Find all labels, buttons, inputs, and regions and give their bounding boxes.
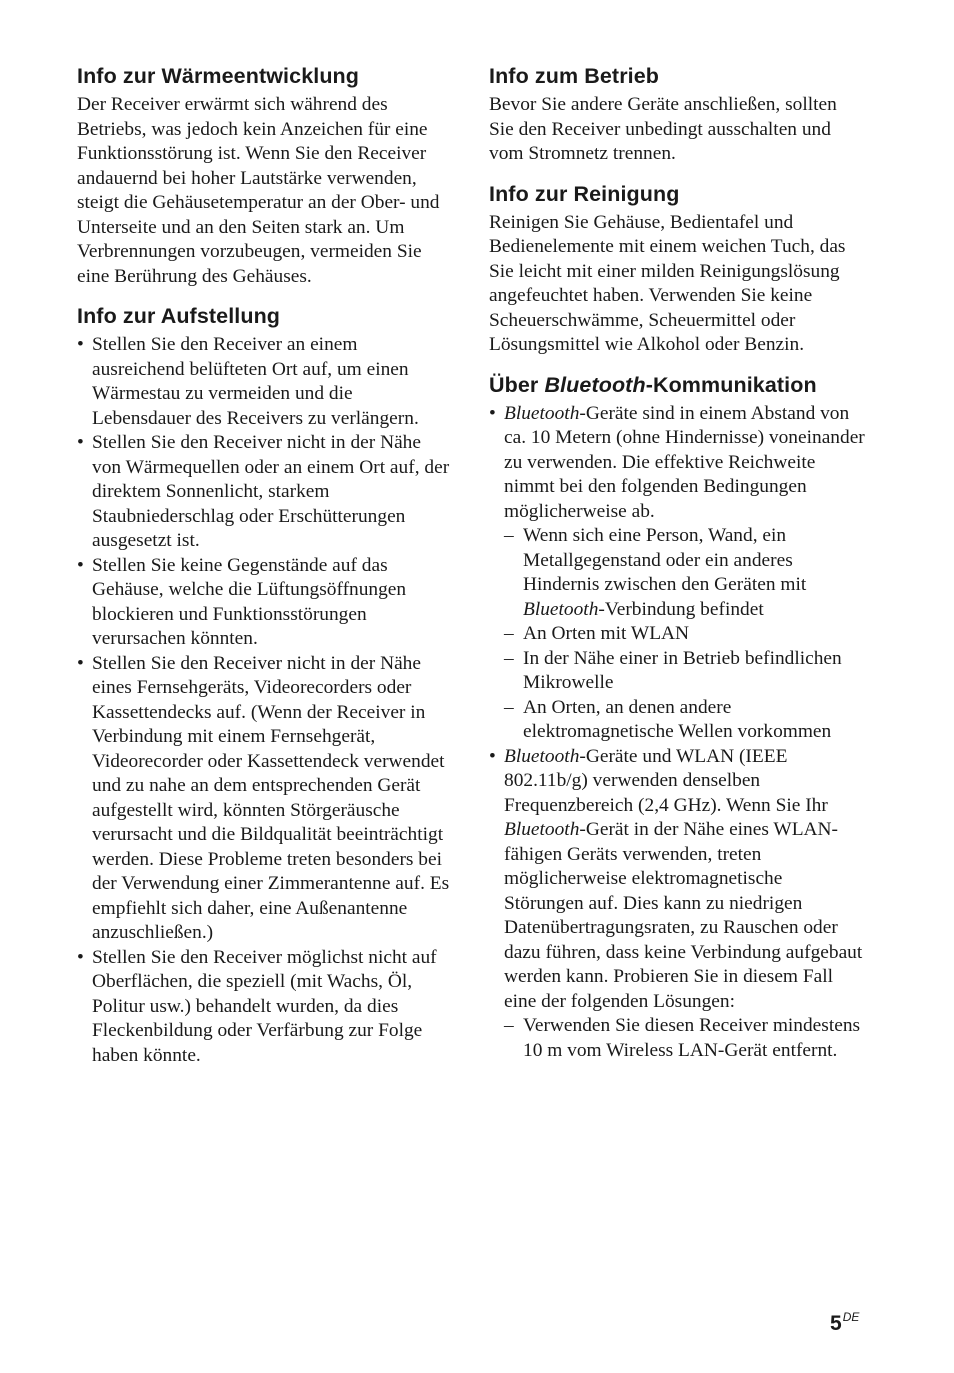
cleaning-body: Reinigen Sie Gehäuse, Bedientafel und Bedienelemente mit einem weichen Tuch, das Sie leicht mit einer milden Reinigungslösung angefeuchtet haben. Verwenden Sie keine Scheuerschwämme, Scheuermittel oder Lösungsmittel wie Alkohol oder Benzin. <box>489 211 846 355</box>
heat-heading: Info zur Wärmeentwicklung <box>77 64 360 88</box>
list-item: – An Orten mit WLAN <box>504 622 865 647</box>
cleaning-heading: Info zur Reinigung <box>489 181 680 206</box>
list-item-text: -Verbindung befindet <box>598 598 764 620</box>
bluetooth-conditions-list <box>504 524 865 745</box>
operation-body: Bevor Sie andere Geräte anschließen, sollten Sie den Receiver unbedingt ausschalten und vom Stromnetz trennen. <box>489 94 837 164</box>
list-item <box>489 402 865 745</box>
list-item: • Stellen Sie den Receiver nicht in der Nähe von Wärmequellen oder an einem Ort auf, der direktem Sonnenlicht, starkem Staubniederschlag oder Erschütterungen ausgesetzt ist. <box>77 431 453 554</box>
bluetooth-solutions-list <box>504 1014 865 1063</box>
page-language-code: DE <box>842 1310 860 1324</box>
bluetooth-term: Bluetooth <box>504 745 580 767</box>
list-item <box>489 745 865 1064</box>
bluetooth-term: Bluetooth <box>523 598 599 620</box>
page-number-value: 5 <box>830 1312 842 1335</box>
bluetooth-heading-post: -Kommunikation <box>645 372 817 397</box>
right-column <box>489 64 865 1063</box>
bluetooth-heading-pre: Über <box>489 372 545 397</box>
list-item: • Stellen Sie keine Gegenstände auf das Gehäuse, welche die Lüftungsöffnungen blockieren und Funktionsstörungen verursachen könnten. <box>77 554 453 652</box>
bluetooth-heading-italic: Bluetooth <box>544 372 646 397</box>
list-item: • Stellen Sie den Receiver nicht in der Nähe eines Fernsehgeräts, Videorecorders oder Kassettendecks auf. (Wenn der Receiver in Verbindung mit einem Fernsehgerät, Videorecorder oder Kassettendeck verwendet und zu nahe an dem entsprechenden Gerät aufgestellt wird, könnten Störgeräusche verursacht und die Bildqualität beeinträchtigt werden. Diese Probleme treten besonders bei der Verwendung einer Zimmerantenne auf. Es empfiehlt sich daher, eine Außenantenne anzuschließen.) <box>77 652 453 946</box>
operation-heading: Info zum Betrieb <box>489 64 660 88</box>
placement-heading: Info zur Aufstellung <box>77 304 281 328</box>
list-item: – In der Nähe einer in Betrieb befindlichen Mikrowelle <box>504 647 865 696</box>
list-item <box>504 524 865 622</box>
placement-list <box>77 333 453 1068</box>
bluetooth-term: Bluetooth <box>504 402 580 424</box>
list-item-text: -Geräte und WLAN (IEEE 802.11b/g) verwenden denselben Frequenzbereich (2,4 GHz). Wenn Sie Ihr <box>504 745 828 816</box>
left-column <box>77 64 453 1068</box>
bluetooth-heading <box>489 373 865 398</box>
list-item-text: -Gerät in der Nähe eines WLAN-fähigen Geräts verwenden, treten möglicherweise elektromagnetische Störungen auf. Dies kann zu niedrigen Datenübertragungsraten, zu Rauschen oder dazu führen, dass keine Verbindung aufgebaut werden kann. Probieren Sie in diesem Fall eine der folgenden Lösungen: <box>504 819 863 1012</box>
list-item: – An Orten, an denen andere elektromagnetische Wellen vorkommen <box>504 696 865 745</box>
bluetooth-term: Bluetooth <box>504 819 580 840</box>
list-item-text: -Geräte sind in einem Abstand von ca. 10 Metern (ohne Hindernisse) voneinander zu verwenden. Die effektive Reichweite nimmt bei den folgenden Bedingungen möglicherweise ab. <box>504 402 865 522</box>
bluetooth-list <box>489 402 865 1064</box>
list-item: • Stellen Sie den Receiver an einem ausreichend belüfteten Ort auf, um einen Wärmestau zu vermeiden und die Lebensdauer des Receivers zu verlängern. <box>77 333 453 431</box>
list-item: – Verwenden Sie diesen Receiver mindestens 10 m vom Wireless LAN-Gerät entfernt. <box>504 1014 865 1063</box>
heat-body: Der Receiver erwärmt sich während des Betriebs, was jedoch kein Anzeichen für eine Funktionsstörung ist. Wenn Sie den Receiver andauernd bei hoher Lautstärke verwenden, steigt die Gehäusetemperatur an der Ober- und Unterseite und an den Seiten stark an. Um Verbrennungen vorzubeugen, vermeiden Sie eine Berührung des Gehäuses. <box>77 94 440 287</box>
page-number <box>830 1310 859 1336</box>
list-item: • Stellen Sie den Receiver möglichst nicht auf Oberflächen, die speziell (mit Wachs, Öl, Politur usw.) behandelt wurden, da dies Fleckenbildung oder Verfärbung zur Folge haben könnte. <box>77 946 453 1069</box>
list-item-text: Wenn sich eine Person, Wand, ein Metallgegenstand oder ein anderes Hindernis zwischen den Geräten mit <box>523 525 807 595</box>
